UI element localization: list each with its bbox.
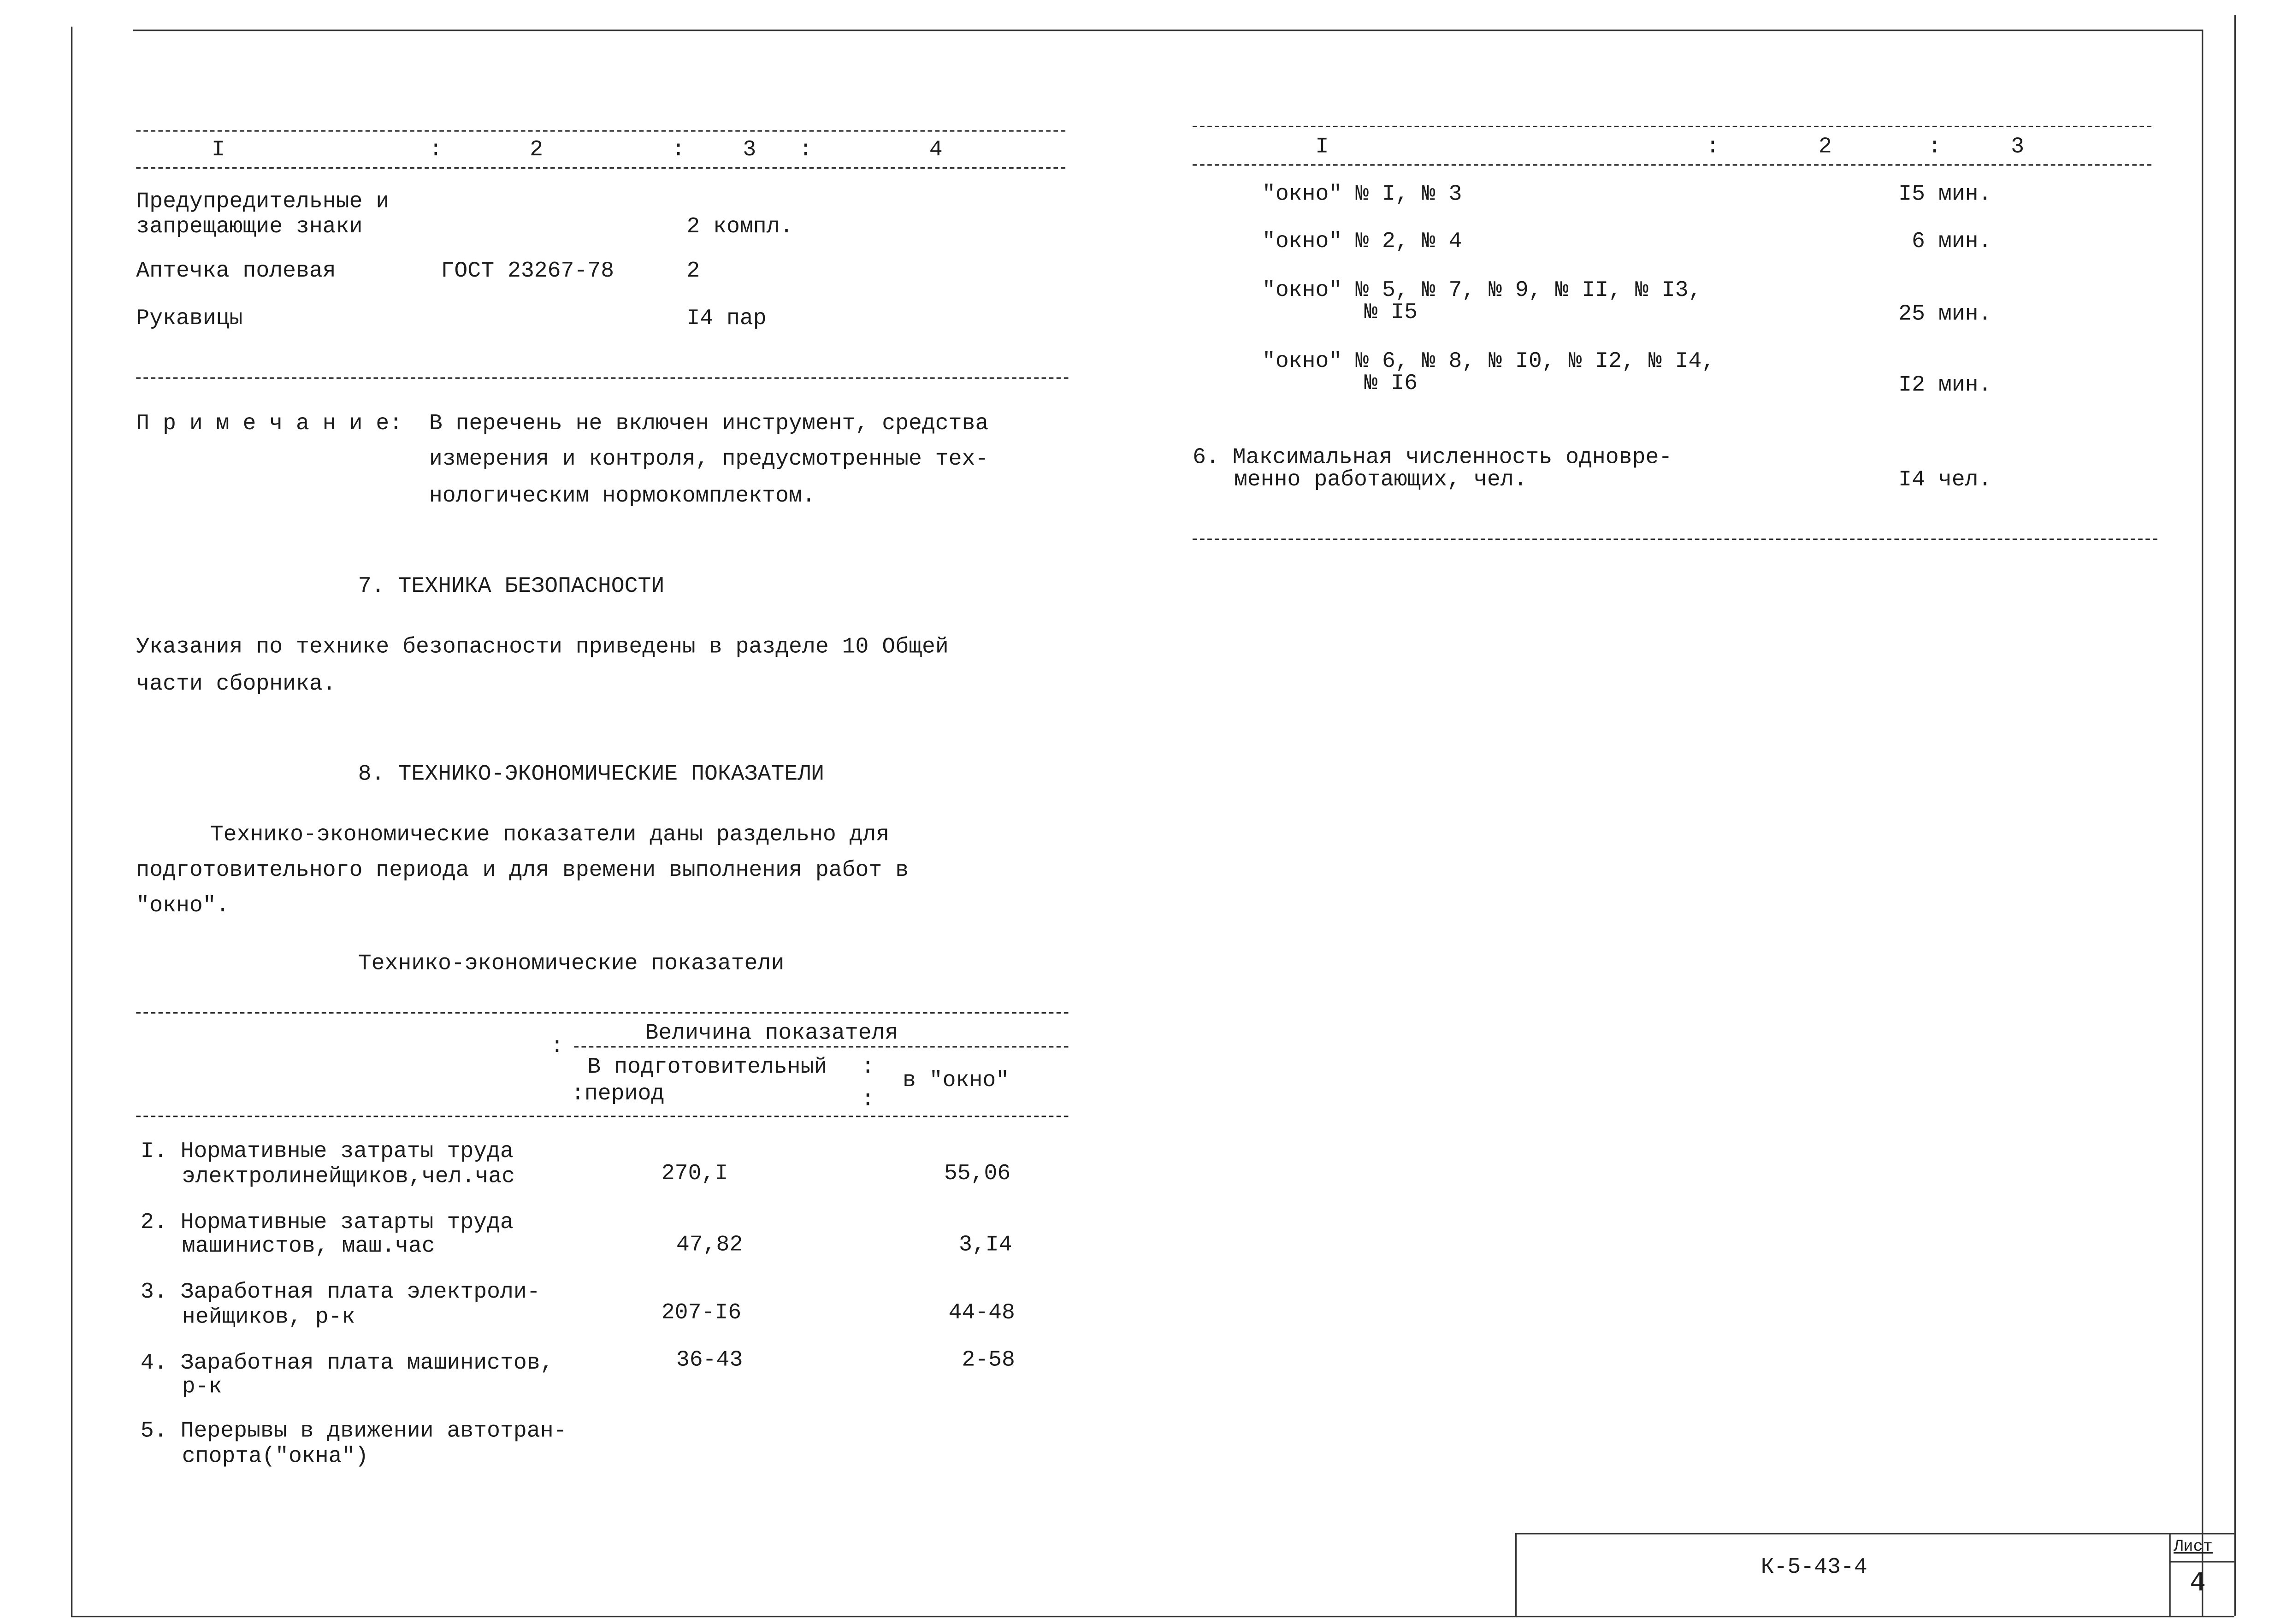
paragraph-line: Технико-экономические показатели даны раздельно для bbox=[210, 822, 890, 848]
column-separator: : bbox=[1928, 135, 1942, 160]
column-header: 3 bbox=[2011, 135, 2025, 160]
column-separator: : bbox=[1706, 135, 1719, 160]
table-rule bbox=[136, 167, 1065, 169]
item-name: Аптечка полевая bbox=[136, 259, 336, 284]
column-header: I bbox=[1315, 135, 1329, 160]
row-value: 25 мин. bbox=[1898, 301, 1992, 327]
frame-right-outer bbox=[2234, 15, 2236, 1616]
column-header: 2 bbox=[1818, 135, 1832, 160]
window-value: 2-58 bbox=[962, 1348, 1015, 1373]
column-header: I bbox=[212, 137, 225, 163]
item-name: запрещающие знаки bbox=[136, 214, 363, 240]
column-header: В подготовительный bbox=[587, 1055, 827, 1081]
table-rule bbox=[1193, 164, 2151, 165]
column-separator: : bbox=[799, 137, 813, 163]
item-name: Предупредительные и bbox=[136, 189, 390, 215]
column-separator: : bbox=[550, 1034, 564, 1060]
column-separator: : bbox=[861, 1087, 875, 1113]
group-header: Величина показателя bbox=[645, 1021, 898, 1046]
sheet-box-divider bbox=[2169, 1561, 2234, 1562]
sheet-box-left-rule bbox=[2169, 1533, 2171, 1616]
table-rule bbox=[136, 130, 1065, 131]
row-label: "окно" № 6, № 8, № I0, № I2, № I4, bbox=[1262, 349, 1715, 375]
row-label: менно работающих, чел. bbox=[1234, 467, 1527, 493]
item-gost: ГОСТ 23267-78 bbox=[441, 259, 614, 284]
item-qty: 2 компл. bbox=[686, 214, 793, 240]
column-header: в "окно" bbox=[902, 1068, 1010, 1094]
document-code: К-5-43-4 bbox=[1760, 1555, 1867, 1581]
row-label: "окно" № 5, № 7, № 9, № II, № I3, bbox=[1262, 278, 1702, 304]
row-label: I. Нормативные затраты труда bbox=[140, 1139, 514, 1165]
row-label: "окно" № I, № 3 bbox=[1262, 182, 1462, 207]
table-rule bbox=[1193, 538, 2157, 540]
frame-top bbox=[133, 30, 2202, 31]
row-value: 6 мин. bbox=[1912, 229, 1992, 255]
stamp-left-rule bbox=[1515, 1533, 1517, 1616]
sheet-number: 4 bbox=[2190, 1568, 2206, 1598]
note-line: нологическим нормокомплектом. bbox=[429, 484, 815, 509]
column-header: период bbox=[584, 1081, 665, 1107]
column-separator: : bbox=[861, 1055, 875, 1081]
stamp-top-rule bbox=[1515, 1533, 2234, 1534]
table-rule bbox=[574, 1046, 1068, 1047]
item-name: Рукавицы bbox=[136, 306, 243, 331]
table-rule bbox=[1193, 126, 2151, 127]
row-label: 3. Заработная плата электроли- bbox=[140, 1280, 540, 1305]
column-header: 3 bbox=[743, 137, 756, 163]
paragraph-line: части сборника. bbox=[136, 672, 336, 697]
row-value: I5 мин. bbox=[1898, 182, 1992, 207]
frame-right-inner bbox=[2202, 30, 2203, 1616]
item-qty: 2 bbox=[686, 259, 700, 284]
note-line: В перечень не включен инструмент, средства bbox=[429, 411, 989, 437]
window-value: 3,I4 bbox=[958, 1232, 1012, 1258]
column-separator: : bbox=[429, 137, 443, 163]
prep-value: 47,82 bbox=[676, 1232, 743, 1258]
section-title: 8. ТЕХНИКО-ЭКОНОМИЧЕСКИЕ ПОКАЗАТЕЛИ bbox=[358, 762, 825, 787]
row-value: I4 чел. bbox=[1898, 467, 1992, 493]
row-label: спорта("окна") bbox=[182, 1444, 369, 1470]
frame-left bbox=[71, 27, 72, 1616]
row-label: 6. Максимальная численность одновре- bbox=[1193, 445, 1672, 471]
row-label: машинистов, маш.час bbox=[182, 1234, 435, 1259]
row-label: 2. Нормативные затарты труда bbox=[140, 1210, 514, 1236]
table-rule bbox=[136, 377, 1068, 378]
column-separator: : bbox=[672, 137, 685, 163]
item-qty: I4 пар bbox=[686, 306, 767, 331]
row-label: "окно" № 2, № 4 bbox=[1262, 229, 1462, 255]
row-label: 5. Перерывы в движении автотран- bbox=[140, 1419, 567, 1444]
window-value: 44-48 bbox=[948, 1300, 1015, 1326]
window-value: 55,06 bbox=[944, 1161, 1011, 1187]
column-header: 4 bbox=[929, 137, 943, 163]
paragraph-line: "окно". bbox=[136, 893, 230, 919]
row-label: 4. Заработная плата машинистов, bbox=[140, 1351, 554, 1376]
section-title: 7. ТЕХНИКА БЕЗОПАСНОСТИ bbox=[358, 574, 665, 599]
row-label: электролинейщиков,чел.час bbox=[182, 1164, 515, 1190]
table-rule bbox=[136, 1012, 1068, 1014]
row-label: № I5 bbox=[1364, 300, 1418, 326]
row-label: р-к bbox=[182, 1374, 222, 1400]
table-rule bbox=[136, 1116, 1068, 1117]
row-value: I2 мин. bbox=[1898, 372, 1992, 398]
note-line: измерения и контроля, предусмотренные тех- bbox=[429, 447, 989, 472]
column-header: 2 bbox=[530, 137, 543, 163]
note-label: П р и м е ч а н и е: bbox=[136, 411, 403, 437]
prep-value: 270,I bbox=[661, 1161, 728, 1187]
paragraph-line: подготовительного периода и для времени выполнения работ в bbox=[136, 858, 909, 884]
paragraph-line: Указания по технике безопасности приведены в разделе 10 Общей bbox=[136, 635, 949, 660]
row-label: нейщиков, р-к bbox=[182, 1305, 355, 1330]
table-caption: Технико-экономические показатели bbox=[358, 951, 785, 977]
prep-value: 207-I6 bbox=[661, 1300, 742, 1326]
row-label: № I6 bbox=[1364, 371, 1418, 397]
prep-value: 36-43 bbox=[676, 1348, 743, 1373]
frame-bottom bbox=[71, 1616, 2234, 1617]
column-separator: : bbox=[571, 1081, 585, 1107]
sheet-label: Лист bbox=[2174, 1539, 2213, 1557]
